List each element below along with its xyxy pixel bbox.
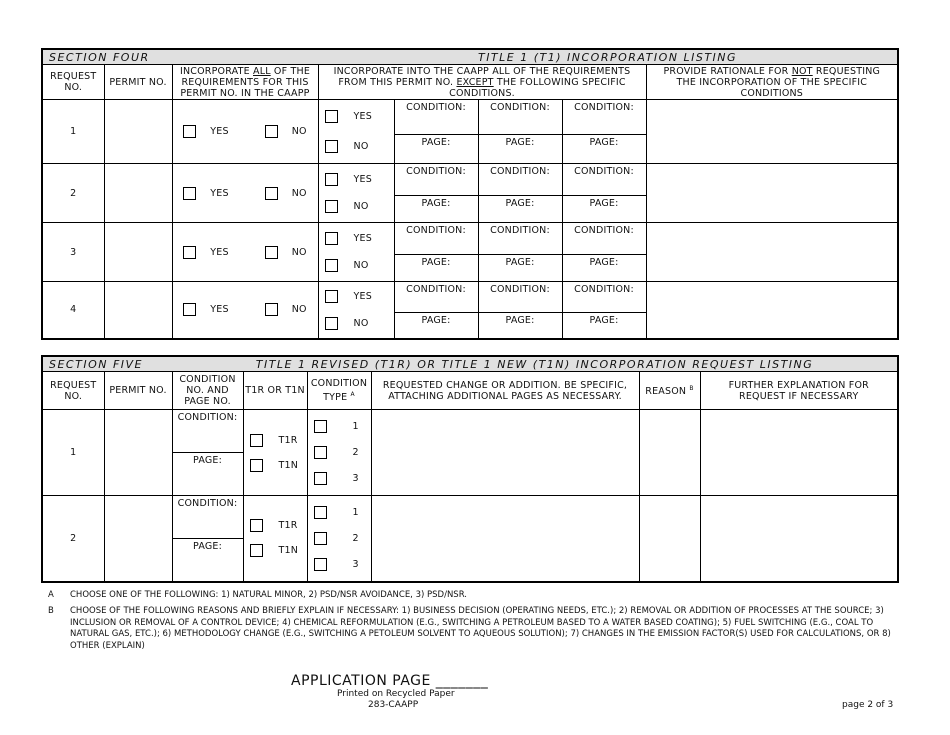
page-field[interactable]: PAGE: <box>562 135 646 164</box>
t1n-checkbox[interactable] <box>250 459 263 472</box>
yes-label: YES <box>210 246 229 258</box>
yes-label: YES <box>353 173 372 185</box>
no-label: NO <box>353 201 369 213</box>
permit-number-field[interactable] <box>104 100 172 164</box>
col-reason: REASON $^B$ <box>639 372 700 410</box>
permit-number-field[interactable] <box>104 496 172 582</box>
except-choice <box>318 282 394 339</box>
condition-field[interactable]: CONDITION: <box>394 100 478 135</box>
yes-label: YES <box>210 187 229 199</box>
type-checkbox[interactable] <box>314 558 327 571</box>
condition-type-choice <box>307 410 371 496</box>
page-field[interactable]: PAGE: <box>172 539 243 582</box>
condition-field[interactable]: CONDITION: <box>562 282 646 313</box>
no-checkbox[interactable] <box>325 259 338 272</box>
col-requested-change: REQUESTED CHANGE OR ADDITION. BE SPECIFIC, ATTACHING ADDITIONAL PAGES AS NECESSARY. <box>371 372 639 410</box>
no-label: NO <box>291 187 307 199</box>
type-label: 2 <box>352 532 359 544</box>
no-label: NO <box>353 317 369 329</box>
section-five-title: TITLE 1 REVISED (T1R) OR TITLE 1 NEW (T1N) INCORPORATION REQUEST LISTING <box>172 356 898 372</box>
rationale-field[interactable] <box>646 100 898 164</box>
reason-field[interactable] <box>639 496 700 582</box>
yes-label: YES <box>210 126 229 137</box>
request-number: 4 <box>42 282 104 339</box>
page-field[interactable]: PAGE: <box>478 196 562 223</box>
no-checkbox[interactable] <box>265 246 278 259</box>
condition-field[interactable]: CONDITION: <box>562 223 646 255</box>
type-checkbox[interactable] <box>314 446 327 459</box>
incorporate-all-choice <box>172 164 318 223</box>
condition-field[interactable]: CONDITION: <box>478 223 562 255</box>
type-checkbox[interactable] <box>314 532 327 545</box>
section-five-label: SECTION FIVE <box>42 356 172 372</box>
type-label: 1 <box>352 506 359 518</box>
page-field[interactable]: PAGE: <box>562 313 646 339</box>
yes-checkbox[interactable] <box>325 110 338 123</box>
except-choice <box>318 164 394 223</box>
no-label: NO <box>291 246 307 258</box>
request-number: 2 <box>42 496 104 582</box>
request-number: 1 <box>42 100 104 164</box>
page-field[interactable]: PAGE: <box>562 196 646 223</box>
col-incorporate-except: INCORPORATE INTO THE CAAPP ALL OF THE REQUIREMENTS FROM THIS PERMIT NO. EXCEPT THE FOLLOWING SPECIFIC CONDITIONS. <box>318 65 646 100</box>
incorporate-all-choice <box>172 223 318 282</box>
permit-number-field[interactable] <box>104 410 172 496</box>
page-field[interactable]: PAGE: <box>562 255 646 282</box>
yes-label: YES <box>353 232 372 244</box>
t1n-checkbox[interactable] <box>250 544 263 557</box>
type-label: 2 <box>352 447 359 458</box>
yes-checkbox[interactable] <box>183 303 196 316</box>
no-label: NO <box>353 141 369 152</box>
col-permit-no: PERMIT NO. <box>104 65 172 100</box>
incorporate-all-choice <box>172 282 318 339</box>
rationale-field[interactable] <box>646 223 898 282</box>
condition-field[interactable]: CONDITION: <box>478 164 562 196</box>
page-number: page 2 of 3 <box>842 700 894 710</box>
no-checkbox[interactable] <box>325 140 338 153</box>
further-explanation-field[interactable] <box>700 410 898 496</box>
t1-choice <box>243 496 307 582</box>
no-checkbox[interactable] <box>265 187 278 200</box>
footnote-a: A CHOOSE ONE OF THE FOLLOWING: 1) NATURAL MINOR, 2) PSD/NSR AVOIDANCE, 3) PSD/NSR. <box>48 590 468 600</box>
yes-checkbox[interactable] <box>325 290 338 303</box>
no-label: NO <box>353 260 369 272</box>
yes-checkbox[interactable] <box>325 173 338 186</box>
request-number: 2 <box>42 164 104 223</box>
further-explanation-field[interactable] <box>700 496 898 582</box>
yes-label: YES <box>210 304 229 316</box>
application-page: APPLICATION PAGE _______ <box>291 673 489 689</box>
yes-checkbox[interactable] <box>183 187 196 200</box>
page-field[interactable]: PAGE: <box>394 196 478 223</box>
col-request-no: REQUEST NO. <box>42 372 104 410</box>
permit-number-field[interactable] <box>104 282 172 339</box>
type-label: 1 <box>352 421 359 432</box>
t1r-checkbox[interactable] <box>250 519 263 532</box>
requested-change-field[interactable] <box>371 410 639 496</box>
reason-field[interactable] <box>639 410 700 496</box>
rationale-field[interactable] <box>646 282 898 339</box>
type-checkbox[interactable] <box>314 506 327 519</box>
col-t1r-t1n: T1R OR T1N <box>243 372 307 410</box>
condition-field[interactable]: CONDITION: <box>394 282 478 313</box>
no-checkbox[interactable] <box>265 125 278 138</box>
col-further-explanation: FURTHER EXPLANATION FOR REQUEST IF NECESSARY <box>700 372 898 410</box>
incorporate-all-choice <box>172 100 318 164</box>
no-label: NO <box>291 304 307 316</box>
no-checkbox[interactable] <box>325 200 338 213</box>
type-label: 3 <box>352 558 359 570</box>
condition-field[interactable]: CONDITION: <box>478 100 562 135</box>
permit-number-field[interactable] <box>104 223 172 282</box>
no-checkbox[interactable] <box>325 317 338 330</box>
permit-number-field[interactable] <box>104 164 172 223</box>
recycled-paper-note: Printed on Recycled Paper <box>337 689 455 699</box>
condition-field[interactable]: CONDITION: <box>172 410 243 453</box>
request-number: 1 <box>42 410 104 496</box>
condition-field[interactable]: CONDITION: <box>172 496 243 539</box>
section-five-table <box>41 355 899 583</box>
except-choice <box>318 223 394 282</box>
no-checkbox[interactable] <box>265 303 278 316</box>
col-rationale: PROVIDE RATIONALE FOR NOT REQUESTING THE INCORPORATION OF THE SPECIFIC CONDITIONS <box>646 65 898 100</box>
page-field[interactable]: PAGE: <box>172 453 243 496</box>
col-request-no: REQUEST NO. <box>42 65 104 100</box>
except-choice <box>318 100 394 164</box>
t1n-label: T1N <box>278 459 299 471</box>
t1-choice <box>243 410 307 496</box>
col-condition-type: CONDITION TYPE $^A$ <box>307 372 371 410</box>
yes-label: YES <box>353 291 372 302</box>
condition-field[interactable]: CONDITION: <box>394 223 478 255</box>
condition-field[interactable]: CONDITION: <box>394 164 478 196</box>
page-field[interactable]: PAGE: <box>394 135 478 164</box>
yes-checkbox[interactable] <box>183 125 196 138</box>
condition-field[interactable]: CONDITION: <box>562 164 646 196</box>
rationale-field[interactable] <box>646 164 898 223</box>
yes-label: YES <box>353 111 372 122</box>
page-field[interactable]: PAGE: <box>478 135 562 164</box>
request-number: 3 <box>42 223 104 282</box>
col-condition-page: CONDITION NO. AND PAGE NO. <box>172 372 243 410</box>
col-permit-no: PERMIT NO. <box>104 372 172 410</box>
page-field[interactable]: PAGE: <box>478 255 562 282</box>
no-label: NO <box>291 126 307 137</box>
section-four-table <box>41 48 899 340</box>
yes-checkbox[interactable] <box>183 246 196 259</box>
type-checkbox[interactable] <box>314 472 327 485</box>
t1r-label: T1R <box>278 520 298 532</box>
page-field[interactable]: PAGE: <box>394 313 478 339</box>
footnote-b: B CHOOSE OF THE FOLLOWING REASONS AND BRIEFLY EXPLAIN IF NECESSARY: 1) BUSINESS DECISION (OPERATING NEEDS, ETC.); 2) REMOVAL OR ADDITION OF PROCESSES AT THE SOURCE; 3) INCLUSION OR REMOVAL OF A CONTROL DEVICE; 4) CHEMICAL REFORMULATION (E.G., SWITCHING A PETROLEUM BASED TO A WATER BASED COATING); 5) FUEL SWITCHING (E.G., COAL TO NATURAL GAS, ETC.); 6) METHODOLOGY CHANGE (E.G., SWITCHING A PETOLEUM SOLVENT TO AQUEOUS SOLUTION); 7) CHANGES IN THE EMISSION FACTOR(S) USED FOR CALCULATIONS, OR 8) OTHER (EXPLAIN) <box>48 606 891 651</box>
form-number: 283-CAAPP <box>368 700 419 710</box>
requested-change-field[interactable] <box>371 496 639 582</box>
section-four-title: TITLE 1 (T1) INCORPORATION LISTING <box>318 49 898 65</box>
condition-field[interactable]: CONDITION: <box>562 100 646 135</box>
type-checkbox[interactable] <box>314 420 327 433</box>
yes-checkbox[interactable] <box>325 232 338 245</box>
t1r-label: T1R <box>278 434 298 446</box>
page-field[interactable]: PAGE: <box>478 313 562 339</box>
type-label: 3 <box>352 473 359 484</box>
condition-field[interactable]: CONDITION: <box>478 282 562 313</box>
condition-type-choice <box>307 496 371 582</box>
t1r-checkbox[interactable] <box>250 434 263 447</box>
col-incorporate-all: INCORPORATE ALL OF THE REQUIREMENTS FOR THIS PERMIT NO. IN THE CAAPP <box>172 65 318 100</box>
t1n-label: T1N <box>278 545 299 557</box>
page-field[interactable]: PAGE: <box>394 255 478 282</box>
section-four-label: SECTION FOUR <box>42 49 318 65</box>
